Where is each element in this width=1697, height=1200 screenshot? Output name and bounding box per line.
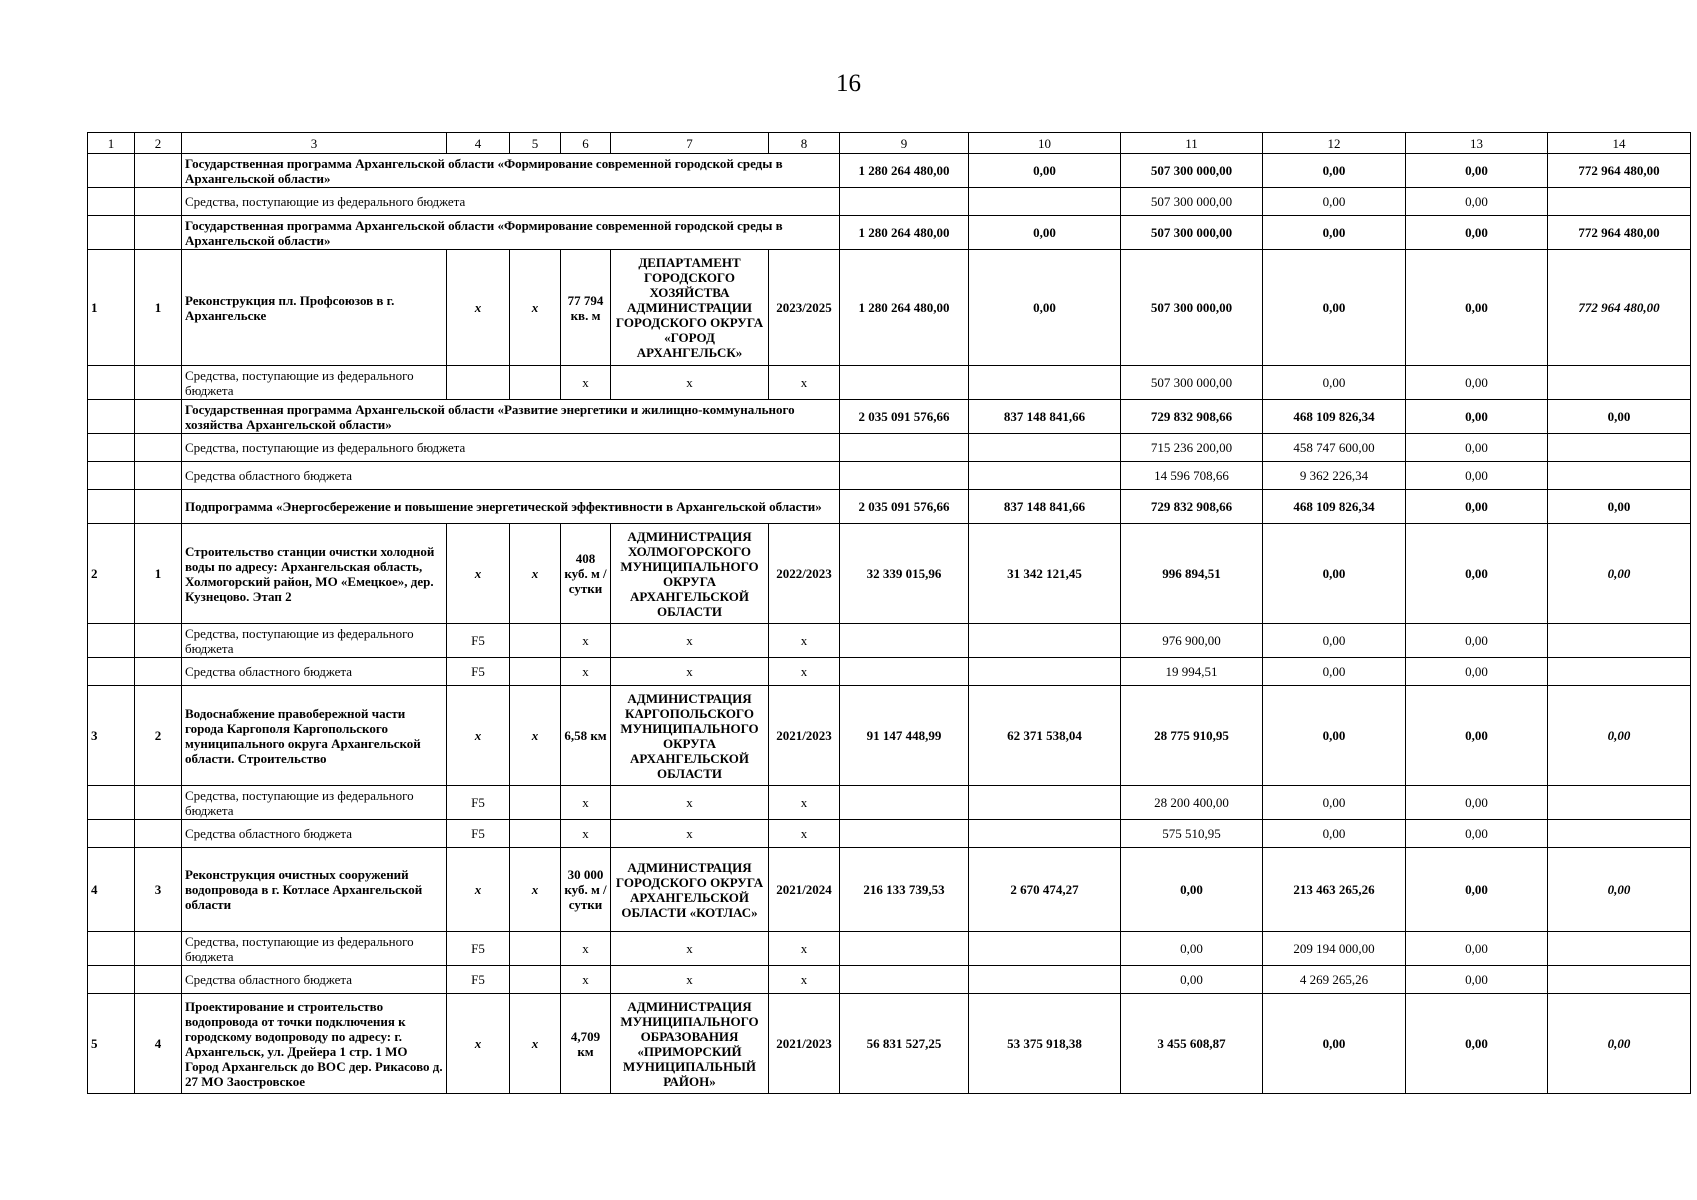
program-title: Государственная программа Архангельской области «Формирование современной городской среды в Архангельской области» [182, 154, 840, 188]
row-number: 1 [88, 250, 135, 366]
funding-source-label: Средства областного бюджета [182, 966, 447, 994]
capacity-cell: 77 794 кв. м [561, 250, 611, 366]
amount-cell [1548, 462, 1691, 490]
empty-cell [88, 216, 135, 250]
amount-cell: 0,00 [1406, 462, 1548, 490]
column-number-cell: 4 [447, 133, 510, 154]
empty-cell [135, 624, 182, 658]
amount-cell: 1 280 264 480,00 [840, 250, 969, 366]
empty-cell [135, 786, 182, 820]
code-cell: F5 [447, 820, 510, 848]
funding-source-label: Средства, поступающие из федерального бюджета [182, 434, 840, 462]
empty-cell [969, 932, 1121, 966]
object-funding-row [88, 966, 1691, 994]
amount-cell [840, 434, 969, 462]
amount-cell [840, 188, 969, 216]
empty-cell [969, 820, 1121, 848]
code-cell: х [447, 686, 510, 786]
amount-cell [969, 462, 1121, 490]
empty-cell [1548, 932, 1691, 966]
row-number: 4 [88, 848, 135, 932]
code-cell: х [447, 994, 510, 1094]
amount-cell: 2 035 091 576,66 [840, 490, 969, 524]
empty-cell [88, 820, 135, 848]
page-number: 16 [836, 70, 861, 97]
empty-cell [840, 820, 969, 848]
funding-source-label: Средства, поступающие из федерального бюджета [182, 624, 447, 658]
x-cell: х [769, 786, 840, 820]
amount-cell: 976 900,00 [1121, 624, 1263, 658]
amount-cell: 0,00 [1406, 624, 1548, 658]
empty-cell [1548, 624, 1691, 658]
object-name: Водоснабжение правобережной части города Каргополя Каргопольского муниципального округа Архангельской области. Строительство [182, 686, 447, 786]
code-cell: F5 [447, 658, 510, 686]
x-cell: х [769, 966, 840, 994]
code-cell: х [510, 524, 561, 624]
amount-cell: 729 832 908,66 [1121, 400, 1263, 434]
empty-cell [88, 154, 135, 188]
amount-cell: 837 148 841,66 [969, 490, 1121, 524]
funding-source-row [88, 462, 1691, 490]
object-row [88, 686, 1691, 786]
amount-cell: 0,00 [969, 250, 1121, 366]
amount-cell: 209 194 000,00 [1263, 932, 1406, 966]
column-number-cell: 11 [1121, 133, 1263, 154]
amount-cell: 772 964 480,00 [1548, 250, 1691, 366]
object-row [88, 994, 1691, 1094]
empty-cell [510, 932, 561, 966]
empty-cell [1548, 366, 1691, 400]
code-cell [447, 366, 510, 400]
x-cell: х [611, 966, 769, 994]
object-funding-row [88, 820, 1691, 848]
empty-cell [1548, 786, 1691, 820]
funding-source-row [88, 188, 1691, 216]
funding-source-label: Средства областного бюджета [182, 462, 840, 490]
period-cell: 2021/2024 [769, 848, 840, 932]
row-number: 2 [88, 524, 135, 624]
empty-cell [510, 786, 561, 820]
amount-cell: 2 035 091 576,66 [840, 400, 969, 434]
amount-cell: 0,00 [1121, 932, 1263, 966]
funding-source-label: Средства областного бюджета [182, 820, 447, 848]
code-cell: F5 [447, 624, 510, 658]
x-cell: х [561, 624, 611, 658]
amount-cell: 0,00 [1263, 524, 1406, 624]
empty-cell [969, 658, 1121, 686]
capacity-cell: 4,709 км [561, 994, 611, 1094]
period-cell: 2023/2025 [769, 250, 840, 366]
amount-cell: 31 342 121,45 [969, 524, 1121, 624]
amount-cell: 0,00 [1263, 154, 1406, 188]
object-funding-row [88, 658, 1691, 686]
program-title: Государственная программа Архангельской области «Формирование современной городской среды в Архангельской области» [182, 216, 840, 250]
amount-cell: 32 339 015,96 [840, 524, 969, 624]
column-number-cell: 14 [1548, 133, 1691, 154]
customer-org: АДМИНИСТРАЦИЯ КАРГОПОЛЬСКОГО МУНИЦИПАЛЬНОГО ОКРУГА АРХАНГЕЛЬСКОЙ ОБЛАСТИ [611, 686, 769, 786]
funding-source-label: Средства, поступающие из федерального бюджета [182, 932, 447, 966]
object-row [88, 250, 1691, 366]
empty-cell [510, 624, 561, 658]
program-row [88, 490, 1691, 524]
code-cell: х [510, 848, 561, 932]
empty-cell [88, 188, 135, 216]
empty-cell [135, 490, 182, 524]
amount-cell: 216 133 739,53 [840, 848, 969, 932]
amount-cell: 507 300 000,00 [1121, 366, 1263, 400]
empty-cell [1548, 820, 1691, 848]
empty-cell [969, 786, 1121, 820]
amount-cell: 213 463 265,26 [1263, 848, 1406, 932]
empty-cell [135, 932, 182, 966]
amount-cell [840, 462, 969, 490]
amount-cell: 507 300 000,00 [1121, 188, 1263, 216]
x-cell: х [561, 966, 611, 994]
x-cell: х [561, 658, 611, 686]
amount-cell: 0,00 [1263, 216, 1406, 250]
customer-org: АДМИНИСТРАЦИЯ МУНИЦИПАЛЬНОГО ОБРАЗОВАНИЯ «ПРИМОРСКИЙ МУНИЦИПАЛЬНЫЙ РАЙОН» [611, 994, 769, 1094]
amount-cell: 0,00 [1406, 848, 1548, 932]
empty-cell [135, 462, 182, 490]
amount-cell: 28 200 400,00 [1121, 786, 1263, 820]
object-name: Строительство станции очистки холодной воды по адресу: Архангельская область, Холмогорский район, МО «Емецкое», дер. Кузнецово. Этап 2 [182, 524, 447, 624]
object-name: Реконструкция пл. Профсоюзов в г. Архангельске [182, 250, 447, 366]
amount-cell [1548, 434, 1691, 462]
amount-cell: 0,00 [1263, 786, 1406, 820]
empty-cell [969, 966, 1121, 994]
column-number-cell: 3 [182, 133, 447, 154]
object-row [88, 848, 1691, 932]
empty-cell [88, 490, 135, 524]
empty-cell [88, 786, 135, 820]
amount-cell: 53 375 918,38 [969, 994, 1121, 1094]
amount-cell: 0,00 [969, 216, 1121, 250]
program-title: Подпрограмма «Энергосбережение и повышение энергетической эффективности в Архангельской области» [182, 490, 840, 524]
code-cell: F5 [447, 786, 510, 820]
column-number-cell: 8 [769, 133, 840, 154]
amount-cell: 468 109 826,34 [1263, 490, 1406, 524]
code-cell: х [447, 524, 510, 624]
code-cell: х [510, 686, 561, 786]
empty-cell [88, 434, 135, 462]
amount-cell: 468 109 826,34 [1263, 400, 1406, 434]
amount-cell: 0,00 [1263, 820, 1406, 848]
amount-cell: 837 148 841,66 [969, 400, 1121, 434]
empty-cell [88, 658, 135, 686]
amount-cell: 0,00 [1406, 490, 1548, 524]
empty-cell [135, 188, 182, 216]
budget-table [87, 132, 1691, 1094]
funding-source-label: Средства, поступающие из федерального бюджета [182, 366, 447, 400]
item-number: 3 [135, 848, 182, 932]
x-cell: х [611, 786, 769, 820]
column-number-cell: 5 [510, 133, 561, 154]
amount-cell: 0,00 [1406, 658, 1548, 686]
amount-cell: 507 300 000,00 [1121, 216, 1263, 250]
object-row [88, 524, 1691, 624]
amount-cell: 0,00 [1406, 524, 1548, 624]
empty-cell [88, 932, 135, 966]
amount-cell: 507 300 000,00 [1121, 250, 1263, 366]
empty-cell [135, 820, 182, 848]
amount-cell: 0,00 [1263, 366, 1406, 400]
column-number-row [88, 133, 1691, 154]
amount-cell: 0,00 [1406, 786, 1548, 820]
amount-cell [969, 188, 1121, 216]
empty-cell [88, 624, 135, 658]
object-funding-row [88, 932, 1691, 966]
empty-cell [840, 966, 969, 994]
empty-cell [135, 658, 182, 686]
amount-cell: 0,00 [1548, 686, 1691, 786]
program-row [88, 400, 1691, 434]
amount-cell: 0,00 [1263, 188, 1406, 216]
column-number-cell: 10 [969, 133, 1121, 154]
x-cell: х [611, 624, 769, 658]
x-cell: х [769, 366, 840, 400]
amount-cell: 0,00 [1406, 400, 1548, 434]
empty-cell [969, 624, 1121, 658]
amount-cell: 0,00 [1406, 154, 1548, 188]
amount-cell: 0,00 [969, 154, 1121, 188]
empty-cell [840, 932, 969, 966]
customer-org: ДЕПАРТАМЕНТ ГОРОДСКОГО ХОЗЯЙСТВА АДМИНИСТРАЦИИ ГОРОДСКОГО ОКРУГА «ГОРОД АРХАНГЕЛЬСК» [611, 250, 769, 366]
empty-cell [88, 366, 135, 400]
program-row [88, 216, 1691, 250]
funding-source-label: Средства областного бюджета [182, 658, 447, 686]
code-cell: х [510, 994, 561, 1094]
funding-source-label: Средства, поступающие из федерального бюджета [182, 188, 840, 216]
x-cell: х [561, 820, 611, 848]
empty-cell [840, 366, 969, 400]
capacity-cell: 408 куб. м / сутки [561, 524, 611, 624]
x-cell: х [769, 820, 840, 848]
code-cell: х [510, 250, 561, 366]
object-funding-row [88, 786, 1691, 820]
item-number: 1 [135, 524, 182, 624]
x-cell: х [611, 932, 769, 966]
amount-cell: 2 670 474,27 [969, 848, 1121, 932]
customer-org: АДМИНИСТРАЦИЯ ГОРОДСКОГО ОКРУГА АРХАНГЕЛЬСКОЙ ОБЛАСТИ «КОТЛАС» [611, 848, 769, 932]
amount-cell [969, 434, 1121, 462]
amount-cell: 0,00 [1548, 848, 1691, 932]
x-cell: х [561, 932, 611, 966]
empty-cell [840, 786, 969, 820]
x-cell: х [769, 658, 840, 686]
amount-cell: 458 747 600,00 [1263, 434, 1406, 462]
amount-cell: 0,00 [1263, 658, 1406, 686]
period-cell: 2021/2023 [769, 686, 840, 786]
amount-cell: 0,00 [1406, 820, 1548, 848]
amount-cell: 0,00 [1548, 524, 1691, 624]
amount-cell: 0,00 [1548, 994, 1691, 1094]
amount-cell: 1 280 264 480,00 [840, 154, 969, 188]
empty-cell [510, 366, 561, 400]
amount-cell [1548, 188, 1691, 216]
amount-cell: 3 455 608,87 [1121, 994, 1263, 1094]
amount-cell: 0,00 [1406, 434, 1548, 462]
amount-cell: 91 147 448,99 [840, 686, 969, 786]
amount-cell: 0,00 [1263, 250, 1406, 366]
empty-cell [88, 462, 135, 490]
amount-cell: 0,00 [1263, 994, 1406, 1094]
capacity-cell: 6,58 км [561, 686, 611, 786]
item-number: 2 [135, 686, 182, 786]
capacity-cell: 30 000 куб. м / сутки [561, 848, 611, 932]
amount-cell: 9 362 226,34 [1263, 462, 1406, 490]
empty-cell [135, 966, 182, 994]
item-number: 4 [135, 994, 182, 1094]
amount-cell: 14 596 708,66 [1121, 462, 1263, 490]
x-cell: х [611, 366, 769, 400]
amount-cell: 0,00 [1548, 490, 1691, 524]
amount-cell: 62 371 538,04 [969, 686, 1121, 786]
empty-cell [510, 966, 561, 994]
amount-cell: 0,00 [1406, 366, 1548, 400]
amount-cell: 19 994,51 [1121, 658, 1263, 686]
program-row [88, 154, 1691, 188]
empty-cell [135, 434, 182, 462]
period-cell: 2022/2023 [769, 524, 840, 624]
row-number: 3 [88, 686, 135, 786]
amount-cell: 0,00 [1121, 966, 1263, 994]
x-cell: х [769, 932, 840, 966]
object-funding-row [88, 366, 1691, 400]
empty-cell [510, 658, 561, 686]
empty-cell [135, 216, 182, 250]
amount-cell: 0,00 [1121, 848, 1263, 932]
amount-cell: 28 775 910,95 [1121, 686, 1263, 786]
amount-cell: 0,00 [1406, 250, 1548, 366]
x-cell: х [561, 366, 611, 400]
empty-cell [135, 366, 182, 400]
amount-cell: 996 894,51 [1121, 524, 1263, 624]
column-number-cell: 13 [1406, 133, 1548, 154]
amount-cell: 772 964 480,00 [1548, 154, 1691, 188]
amount-cell: 0,00 [1406, 932, 1548, 966]
amount-cell: 4 269 265,26 [1263, 966, 1406, 994]
amount-cell: 0,00 [1406, 994, 1548, 1094]
amount-cell: 1 280 264 480,00 [840, 216, 969, 250]
empty-cell [969, 366, 1121, 400]
amount-cell: 0,00 [1406, 188, 1548, 216]
amount-cell: 507 300 000,00 [1121, 154, 1263, 188]
x-cell: х [561, 786, 611, 820]
column-number-cell: 12 [1263, 133, 1406, 154]
row-number: 5 [88, 994, 135, 1094]
column-number-cell: 1 [88, 133, 135, 154]
amount-cell: 0,00 [1263, 624, 1406, 658]
amount-cell: 729 832 908,66 [1121, 490, 1263, 524]
item-number: 1 [135, 250, 182, 366]
program-title: Государственная программа Архангельской области «Развитие энергетики и жилищно-коммунального хозяйства Архангельской области» [182, 400, 840, 434]
empty-cell [135, 400, 182, 434]
amount-cell: 715 236 200,00 [1121, 434, 1263, 462]
column-number-cell: 2 [135, 133, 182, 154]
empty-cell [88, 400, 135, 434]
amount-cell: 0,00 [1406, 966, 1548, 994]
object-name: Реконструкция очистных сооружений водопровода в г. Котласе Архангельской области [182, 848, 447, 932]
empty-cell [840, 658, 969, 686]
amount-cell: 0,00 [1406, 686, 1548, 786]
code-cell: F5 [447, 966, 510, 994]
x-cell: х [611, 658, 769, 686]
column-number-cell: 6 [561, 133, 611, 154]
empty-cell [135, 154, 182, 188]
amount-cell: 56 831 527,25 [840, 994, 969, 1094]
funding-source-label: Средства, поступающие из федерального бюджета [182, 786, 447, 820]
x-cell: х [611, 820, 769, 848]
empty-cell [1548, 658, 1691, 686]
empty-cell [510, 820, 561, 848]
code-cell: х [447, 250, 510, 366]
x-cell: х [769, 624, 840, 658]
code-cell: х [447, 848, 510, 932]
amount-cell: 575 510,95 [1121, 820, 1263, 848]
empty-cell [1548, 966, 1691, 994]
empty-cell [88, 966, 135, 994]
empty-cell [840, 624, 969, 658]
code-cell: F5 [447, 932, 510, 966]
funding-source-row [88, 434, 1691, 462]
customer-org: АДМИНИСТРАЦИЯ ХОЛМОГОРСКОГО МУНИЦИПАЛЬНОГО ОКРУГА АРХАНГЕЛЬСКОЙ ОБЛАСТИ [611, 524, 769, 624]
object-name: Проектирование и строительство водопровода от точки подключения к городскому водопроводу по адресу: г. Архангельск, ул. Дрейера 1 стр. 1 МО Город Архангельск до ВОС дер. Рикасово д. 27 МО Заостровское [182, 994, 447, 1094]
period-cell: 2021/2023 [769, 994, 840, 1094]
amount-cell: 0,00 [1263, 686, 1406, 786]
column-number-cell: 7 [611, 133, 769, 154]
column-number-cell: 9 [840, 133, 969, 154]
amount-cell: 0,00 [1406, 216, 1548, 250]
amount-cell: 0,00 [1548, 400, 1691, 434]
object-funding-row [88, 624, 1691, 658]
amount-cell: 772 964 480,00 [1548, 216, 1691, 250]
